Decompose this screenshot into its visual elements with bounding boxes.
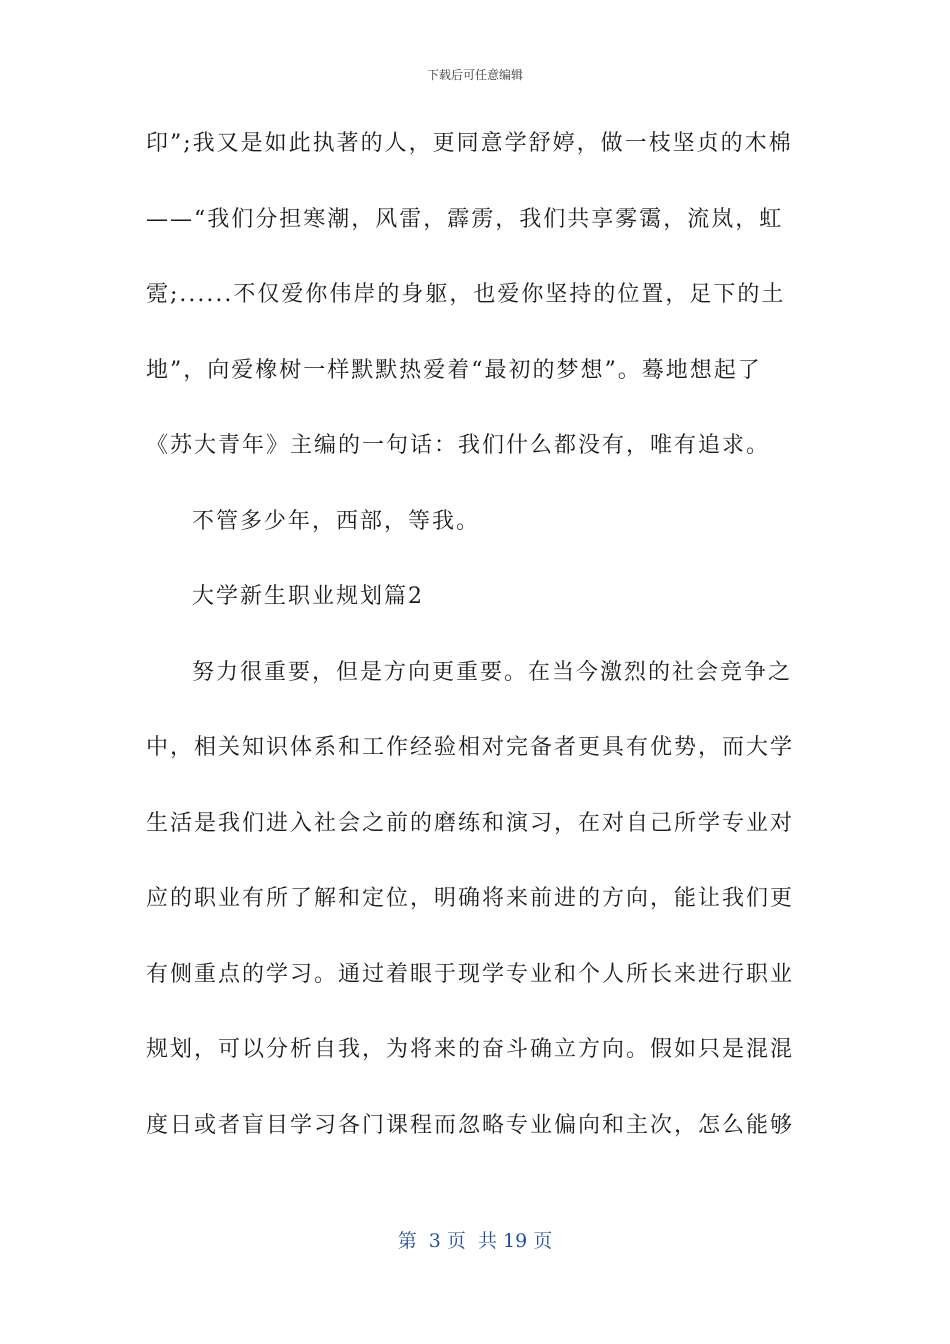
body-line: 有侧重点的学习。通过着眼于现学专业和个人所长来进行职业 xyxy=(146,961,795,987)
body-line: 度日或者盲目学习各门课程而忽略专业偏向和主次，怎么能够 xyxy=(146,1112,795,1138)
body-line: ——“我们分担寒潮，风雷，霹雳，我们共享雾霭，流岚，虹 xyxy=(146,206,784,232)
page-number-footer: 第 3 页 共 19 页 xyxy=(397,1230,553,1252)
page-header: 下载后可任意编辑 xyxy=(426,68,523,82)
body-line: 《苏大青年》主编的一句话：我们什么都没有，唯有追求。 xyxy=(146,433,771,458)
body-line: 印”;我又是如此执著的人，更同意学舒婷，做一枝坚贞的木棉 xyxy=(146,131,793,156)
body-line: 规划，可以分析自我，为将来的奋斗确立方向。假如只是混混 xyxy=(146,1037,795,1062)
paragraph-line: 努力很重要，但是方向更重要。在当今激烈的社会竞争之 xyxy=(192,659,793,685)
body-line: 生活是我们进入社会之前的磨练和演习，在对自己所学专业对 xyxy=(146,810,795,836)
body-line: 地”，向爱橡树一样默默热爱着“最初的梦想”。蓦地想起了 xyxy=(146,357,762,383)
paragraph-line: 不管多少年，西部，等我。 xyxy=(192,508,481,534)
document-body xyxy=(146,122,806,1179)
body-line: 中，相关知识体系和工作经验相对完备者更具有优势，而大学 xyxy=(146,735,795,760)
body-line: 霓;......不仅爱你伟岸的身躯，也爱你坚持的位置，足下的土 xyxy=(146,282,786,307)
section-heading: 大学新生职业规划篇2 xyxy=(192,584,424,609)
body-line: 应的职业有所了解和定位，明确将来前进的方向，能让我们更 xyxy=(146,886,795,911)
